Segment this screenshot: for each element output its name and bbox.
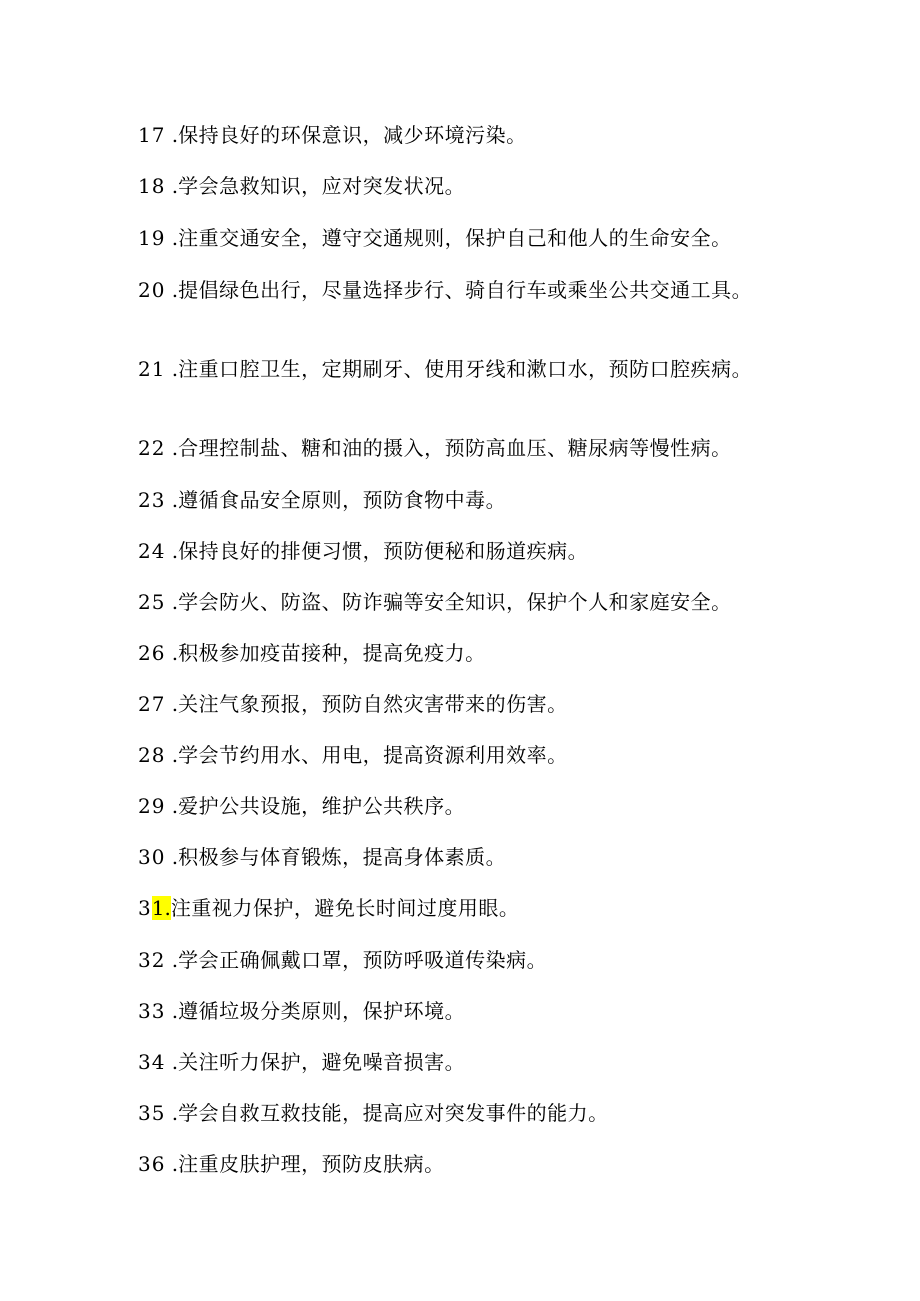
list-item bbox=[138, 121, 778, 149]
item-number: 27 bbox=[138, 692, 166, 716]
list-item bbox=[138, 537, 778, 565]
list-item bbox=[138, 843, 778, 871]
item-number: 18 bbox=[138, 174, 166, 198]
item-number: 23 bbox=[138, 488, 166, 512]
item-number: 25 bbox=[138, 590, 166, 614]
item-separator: . bbox=[165, 590, 179, 614]
item-text: 关注听力保护，避免噪音损害。 bbox=[178, 1050, 466, 1074]
item-number: 36 bbox=[138, 1152, 166, 1176]
item-text: 学会正确佩戴口罩，预防呼吸道传染病。 bbox=[178, 948, 548, 972]
item-number: 24 bbox=[138, 539, 166, 563]
list-item bbox=[138, 172, 778, 200]
item-text: 学会节约用水、用电，提高资源利用效率。 bbox=[178, 743, 568, 767]
item-text: 学会防火、防盗、防诈骗等安全知识，保护个人和家庭安全。 bbox=[178, 590, 732, 614]
item-text: 学会自救互救技能，提高应对突发事件的能力。 bbox=[178, 1101, 609, 1125]
item-text: 注重皮肤护理，预防皮肤病。 bbox=[178, 1152, 445, 1176]
list-item bbox=[138, 1048, 778, 1076]
list-item bbox=[138, 639, 778, 667]
item-text: 合理控制盐、糖和油的摄入，预防高血压、糖尿病等慢性病。 bbox=[178, 436, 732, 460]
item-number: 32 bbox=[138, 948, 166, 972]
item-text: 爱护公共设施，维护公共秩序。 bbox=[178, 794, 466, 818]
item-number: 35 bbox=[138, 1101, 166, 1125]
item-text: 提倡绿色出行，尽量选择步行、骑自行车或乘坐公共交通工具。 bbox=[178, 278, 753, 302]
item-number: 22 bbox=[138, 436, 166, 460]
item-separator: . bbox=[165, 1152, 179, 1176]
list-item bbox=[138, 434, 778, 462]
item-number: 19 bbox=[138, 226, 166, 250]
item-text: 保持良好的排便习惯，预防便秘和肠道疾病。 bbox=[178, 539, 589, 563]
item-number: 33 bbox=[138, 999, 166, 1023]
item-text: 积极参与体育锻炼，提高身体素质。 bbox=[178, 845, 507, 869]
item-text: 注重口腔卫生，定期刷牙、使用牙线和漱口水，预防口腔疾病。 bbox=[178, 357, 753, 381]
item-separator: . bbox=[165, 436, 179, 460]
list-item bbox=[138, 486, 778, 514]
item-separator: . bbox=[165, 357, 179, 381]
item-separator: . bbox=[165, 278, 179, 302]
list-item bbox=[138, 690, 778, 718]
item-number: 17 bbox=[138, 123, 166, 147]
item-separator: . bbox=[165, 641, 179, 665]
item-number: 20 bbox=[138, 278, 166, 302]
highlighted-item-number: 1. bbox=[151, 896, 171, 920]
list-item bbox=[138, 355, 778, 383]
list-item bbox=[138, 946, 778, 974]
list-item bbox=[138, 792, 778, 820]
item-separator: . bbox=[165, 999, 179, 1023]
item-text: 保持良好的环保意识，减少环境污染。 bbox=[178, 123, 527, 147]
list-item bbox=[138, 741, 778, 769]
list-item bbox=[138, 997, 778, 1025]
item-separator: . bbox=[165, 539, 179, 563]
item-text: 遵循垃圾分类原则，保护环境。 bbox=[178, 999, 466, 1023]
item-separator: . bbox=[165, 794, 179, 818]
item-text: 遵循食品安全原则，预防食物中毒。 bbox=[178, 488, 507, 512]
item-text: 注重视力保护，避免长时间过度用眼。 bbox=[170, 896, 520, 920]
item-number: 26 bbox=[138, 641, 166, 665]
item-number: 29 bbox=[138, 794, 166, 818]
list-item bbox=[138, 894, 778, 922]
item-number: 21 bbox=[138, 357, 166, 381]
item-separator: . bbox=[165, 948, 179, 972]
item-separator: . bbox=[165, 123, 179, 147]
item-separator: . bbox=[165, 1050, 179, 1074]
list-item bbox=[138, 1150, 778, 1178]
item-separator: . bbox=[165, 226, 179, 250]
item-number: 3 bbox=[138, 896, 152, 920]
item-separator: . bbox=[165, 743, 179, 767]
item-number: 34 bbox=[138, 1050, 166, 1074]
item-separator: . bbox=[165, 692, 179, 716]
item-separator: . bbox=[165, 1101, 179, 1125]
item-number: 28 bbox=[138, 743, 166, 767]
list-item bbox=[138, 588, 778, 616]
item-text: 关注气象预报，预防自然灾害带来的伤害。 bbox=[178, 692, 568, 716]
list-item bbox=[138, 224, 778, 252]
item-separator: . bbox=[165, 174, 179, 198]
item-separator: . bbox=[165, 845, 179, 869]
list-item bbox=[138, 276, 778, 304]
list-item bbox=[138, 1099, 778, 1127]
item-separator: . bbox=[165, 488, 179, 512]
item-text: 注重交通安全，遵守交通规则，保护自己和他人的生命安全。 bbox=[178, 226, 732, 250]
item-text: 积极参加疫苗接种，提高免疫力。 bbox=[178, 641, 486, 665]
item-number: 30 bbox=[138, 845, 166, 869]
item-text: 学会急救知识，应对突发状况。 bbox=[178, 174, 466, 198]
